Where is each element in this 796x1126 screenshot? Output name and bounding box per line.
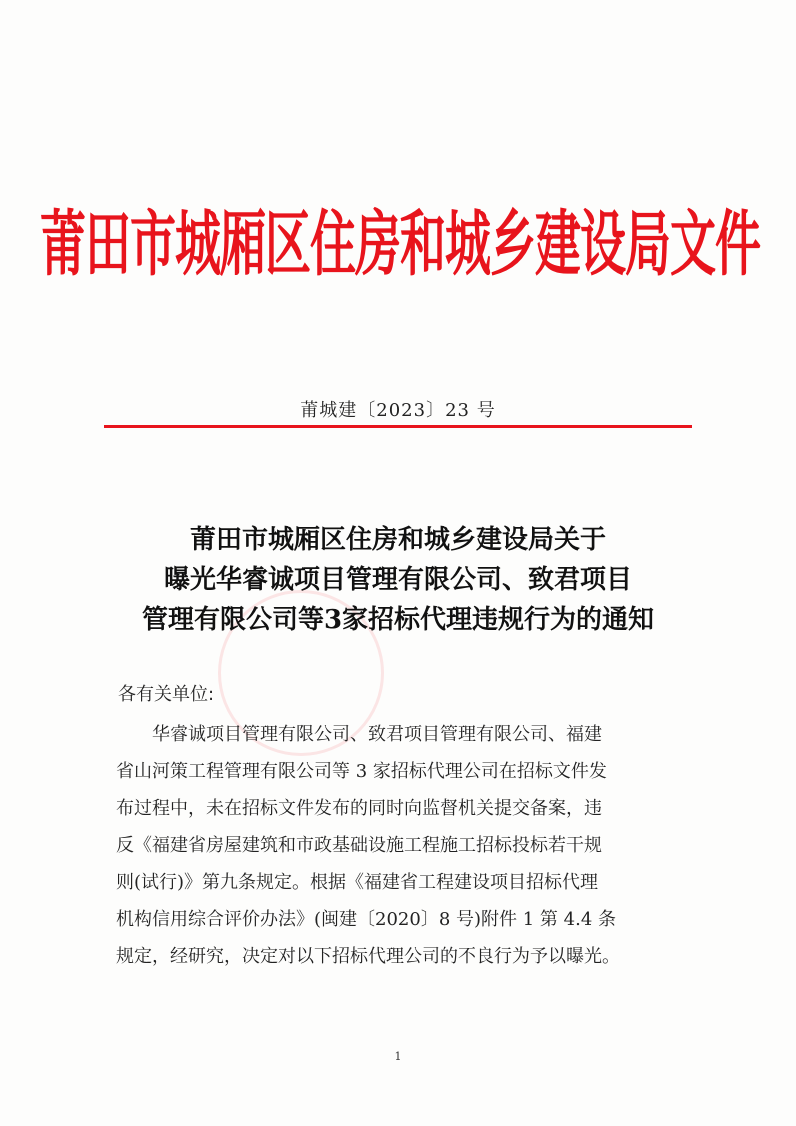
- body-line: 机构信用综合评价办法》(闽建〔2020〕8 号)附件 1 第 4.4 条: [116, 909, 616, 930]
- red-divider-line: [104, 425, 692, 428]
- salutation: 各有关单位:: [118, 684, 215, 705]
- body-line: 省山河策工程管理有限公司等 3 家招标代理公司在招标文件发: [116, 761, 607, 782]
- notice-title-line: 曝光华睿诚项目管理有限公司、致君项目: [163, 565, 632, 595]
- body-line: 反《福建省房屋建筑和市政基础设施工程施工招标投标若干规: [116, 835, 602, 856]
- body-line: 布过程中，未在招标文件发布的同时向监督机关提交备案，违: [116, 798, 602, 819]
- body-line: 则(试行)》第九条规定。根据《福建省工程建设项目招标代理: [116, 872, 599, 893]
- notice-title: [60, 520, 736, 640]
- header-org-title: 莆田市城厢区住房和城乡建设局文件: [40, 201, 760, 286]
- page-number: 1: [394, 1050, 402, 1063]
- document-number: 莆城建〔2023〕23 号: [300, 400, 496, 421]
- body-line: 规定，经研究，决定对以下招标代理公司的不良行为予以曝光。: [116, 946, 620, 967]
- body-paragraph: [116, 716, 696, 975]
- notice-title-line: 管理有限公司等3家招标代理违规行为的通知: [141, 605, 655, 635]
- notice-title-line: 莆田市城厢区住房和城乡建设局关于: [189, 525, 606, 555]
- body-line: 华睿诚项目管理有限公司、致君项目管理有限公司、福建: [152, 724, 602, 745]
